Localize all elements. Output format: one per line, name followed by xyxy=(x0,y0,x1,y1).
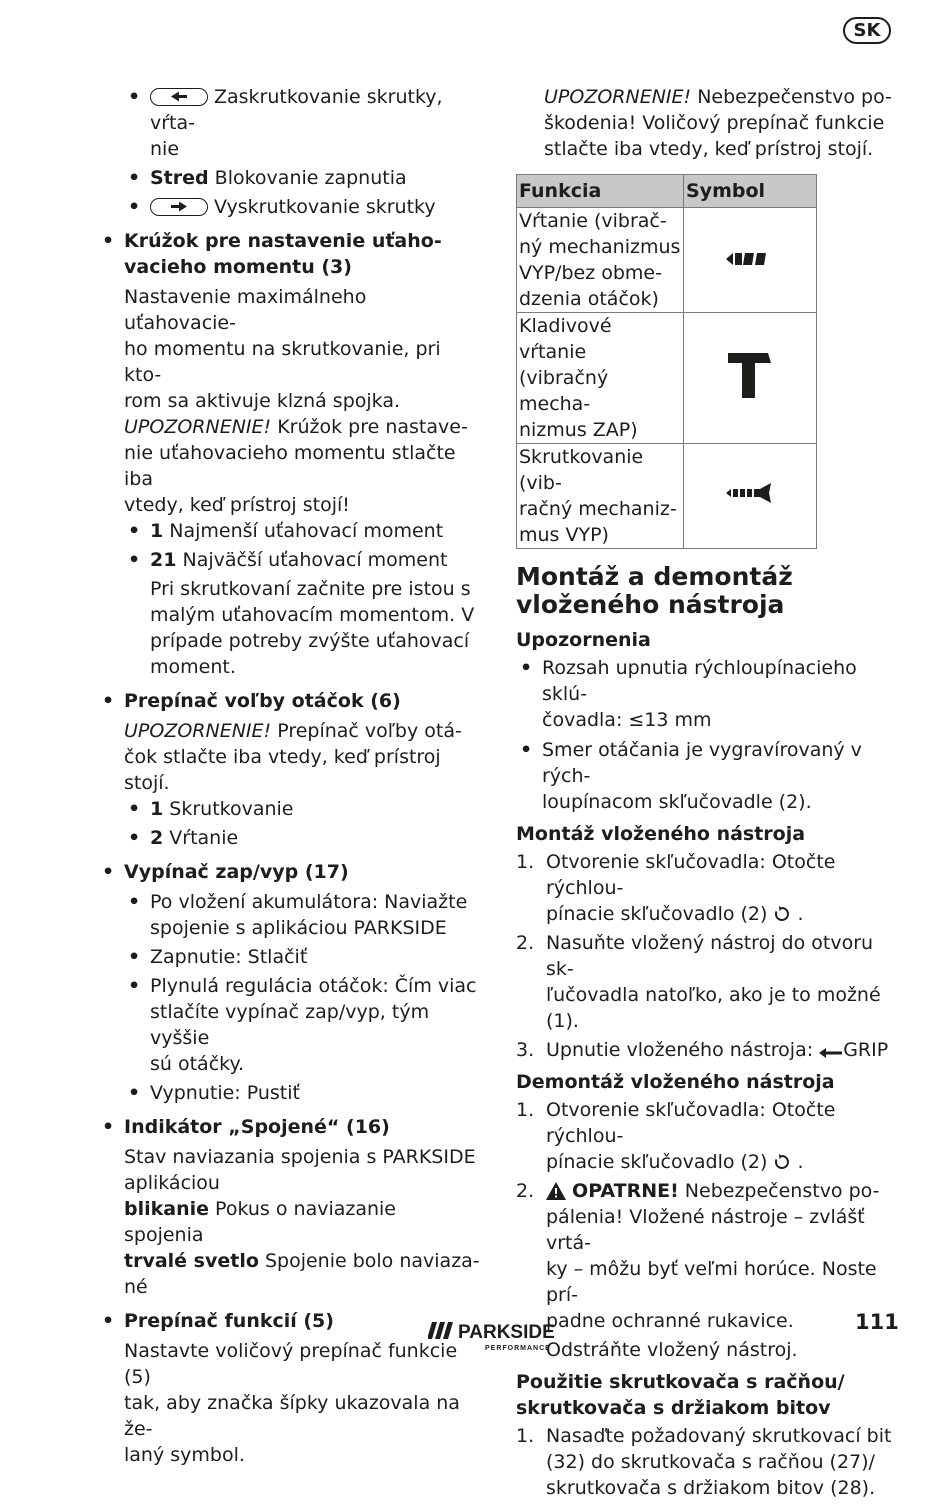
column-header: Symbol xyxy=(684,175,817,208)
list-item: • 1 Skrutkovanie xyxy=(96,796,480,822)
demount-title: Demontáž vloženého nástroja xyxy=(516,1071,835,1093)
list-item: 2. OPATRNE! Nebezpečenstvo po- pálenia! Vložené nástroje – zvlášť vrtá- ky – môžu byť veľmi horúce. Noste prí- padne ochranné rukavice. Odstráňte vložený nástroj. xyxy=(516,1180,880,1361)
column-header: Funkcia xyxy=(517,175,684,208)
list-item: • Smer otáčania je vygravírovaný v rých- loupínacom skľučovadle (2). xyxy=(516,737,900,815)
section-title: Montáž a demontáž vloženého nástroja xyxy=(516,562,793,619)
list-item: • Vypnutie: Pustiť xyxy=(96,1080,480,1106)
list-item: • 1 Najmenší uťahovací moment xyxy=(96,518,480,544)
list-item: • Plynulá regulácia otáčok: Čím viac stlačíte vypínač zap/vyp, tým vyššie sú otáčky. xyxy=(96,973,480,1077)
page-number: 111 xyxy=(855,1310,899,1334)
indicator-title: • Indikátor „Spojené“ (16) xyxy=(96,1114,480,1140)
language-badge: SK xyxy=(843,17,891,44)
on-off-switch-title: • Vypínač zap/vyp (17) xyxy=(96,859,480,885)
drill-bit-symbol-icon xyxy=(684,208,817,313)
use-title: Použitie skrutkovača s račňou/ skrutkovača s držiakom bitov xyxy=(516,1371,845,1419)
mount-title: Montáž vloženého nástroja xyxy=(516,823,806,845)
rotate-clockwise-icon xyxy=(773,905,791,923)
function-switch-warning: UPOZORNENIE! Nebezpečenstvo po- škodenia! Voličový prepínač funkcie stlačte iba vtedy, keď prístroj stojí. xyxy=(544,86,892,160)
speed-switch-description: UPOZORNENIE! Prepínač voľby otá- čok stlačte iba vtedy, keď prístroj stojí. xyxy=(124,720,462,794)
grip-arrow-icon xyxy=(819,1047,843,1059)
parkside-logo xyxy=(428,1318,588,1352)
notes-title: Upozornenia xyxy=(516,629,651,651)
list-item: • Stred Blokovanie zapnutia xyxy=(96,165,480,191)
table-cell: Skrutkovanie (vib- račný mechaniz- mus VYP) xyxy=(517,444,684,549)
svg-text:PARKSIDE: PARKSIDE xyxy=(458,1322,555,1343)
table-cell: Vŕtanie (vibrač- ný mechanizmus VYP/bez obme- dzenia otáčok) xyxy=(517,208,684,313)
function-table xyxy=(516,174,817,549)
list-item: • Zaskrutkovanie skrutky, vŕta- nie xyxy=(96,84,480,162)
table-header-row xyxy=(517,175,817,208)
warning-triangle-icon xyxy=(546,1182,566,1200)
list-item: 1. Otvorenie skľučovadla: Otočte rýchlou- pínacie skľučovadlo (2) . xyxy=(516,1099,836,1173)
table-cell: Kladivové vŕtanie (vibračný mecha- nizmus ZAP) xyxy=(517,313,684,444)
table-row xyxy=(517,313,817,444)
rotate-clockwise-icon xyxy=(773,1153,791,1171)
list-item: • 21 Najväčší uťahovací moment xyxy=(96,547,480,573)
right-column xyxy=(516,84,900,1504)
left-arrow-key-icon xyxy=(150,88,208,106)
left-column xyxy=(96,84,480,1468)
list-item: 3. Upnutie vloženého nástroja: GRIP xyxy=(516,1039,889,1061)
list-item: 1. Nasaďte požadovaný skrutkovací bit (32) do skrutkovača s račňou (27)/ skrutkovača s držiakom bitov (28). xyxy=(516,1425,892,1499)
list-item: • Rozsah upnutia rýchloupínacieho sklú- čovadla: ≤13 mm xyxy=(516,655,900,733)
speed-switch-title: • Prepínač voľby otáčok (6) xyxy=(96,688,480,714)
hammer-symbol-icon xyxy=(684,313,817,444)
list-item: 2. Nasuňte vložený nástroj do otvoru sk- ľučovadla natoľko, ako je to možné (1). xyxy=(516,932,881,1032)
torque-ring-description: Nastavenie maximálneho uťahovacie- ho momentu na skrutkovanie, pri kto- rom sa aktivuje klzná spojka. UPOZORNENIE! Krúžok pre nastave- nie uťahovacieho momentu stlačte iba vtedy, keď prístroj stojí! xyxy=(124,286,468,516)
indicator-description: Stav naviazania spojenia s PARKSIDE aplikáciou blikanie Pokus o naviazanie spojenia trvalé svetlo Spojenie bolo naviaza- né xyxy=(124,1146,480,1298)
function-switch-title: • Prepínač funkcií (5) xyxy=(96,1308,480,1334)
table-row xyxy=(517,208,817,313)
torque-ring-title: • Krúžok pre nastavenie uťaho- vacieho momentu (3) xyxy=(96,228,480,280)
function-switch-description: Nastavte voličový prepínač funkcie (5) tak, aby značka šípky ukazovala na že- laný symbol. xyxy=(124,1340,460,1466)
list-item: • Po vložení akumulátora: Naviažte spojenie s aplikáciou PARKSIDE xyxy=(96,889,480,941)
table-row xyxy=(517,444,817,549)
list-item: 1. Otvorenie skľučovadla: Otočte rýchlou- pínacie skľučovadlo (2) . xyxy=(516,851,836,925)
list-item: • Vyskrutkovanie skrutky xyxy=(96,194,480,220)
screw-symbol-icon xyxy=(684,444,817,549)
svg-text:PERFORMANCE: PERFORMANCE xyxy=(485,1345,551,1352)
right-arrow-key-icon xyxy=(150,198,208,216)
torque-note: Pri skrutkovaní začnite pre istou s malým uťahovacím momentom. V prípade potreby zvýšte uťahovací moment. xyxy=(150,578,475,678)
list-item: • 2 Vŕtanie xyxy=(96,825,480,851)
list-item: • Zapnutie: Stlačiť xyxy=(96,944,480,970)
